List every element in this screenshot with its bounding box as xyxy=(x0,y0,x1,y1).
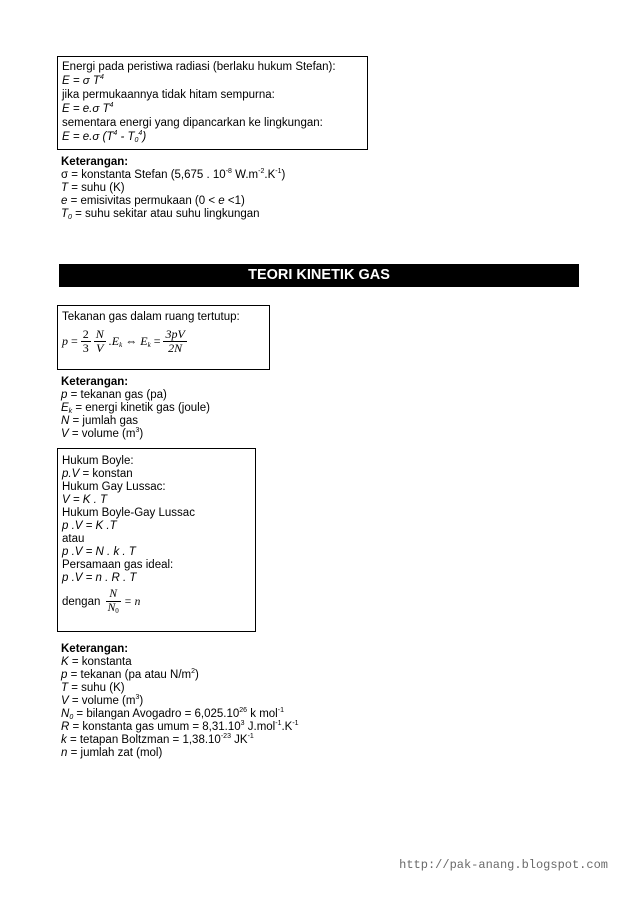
boyle-title: Hukum Boyle: xyxy=(62,455,134,467)
def-ambient-temperature: $T_0$ = suhu sekitar atau suhu lingkungan xyxy=(61,208,260,221)
def-temperature: T = suhu (K) xyxy=(61,682,125,694)
boyle-equation: p.V = konstan xyxy=(62,468,133,480)
gay-lussac-title: Hukum Gay Lussac: xyxy=(62,481,166,493)
keterangan-heading: Keterangan: xyxy=(61,643,129,655)
def-constant: K = konstanta xyxy=(61,656,132,668)
ideal-gas-title: Persamaan gas ideal: xyxy=(62,559,174,571)
def-gas-constant: R = konstanta gas umum = $8,31.10^3$ $J.mol^{-1}.K^{-1}$ xyxy=(61,720,299,733)
boltzmann-equation: p .V = N . k . T xyxy=(62,546,136,558)
gay-lussac-equation: V = K . T xyxy=(62,494,108,506)
def-pressure-unit: p = tekanan (pa atau $N/m^2$) xyxy=(61,668,199,681)
boyle-gay-lussac-title: Hukum Boyle-Gay Lussac xyxy=(62,507,195,519)
def-moles: n = jumlah zat (mol) xyxy=(61,747,163,759)
keterangan-pressure xyxy=(61,376,210,441)
def-volume: V = volume $(m^3)$ xyxy=(61,694,144,707)
footer-blog-link[interactable]: http://pak-anang.blogspot.com xyxy=(399,858,608,872)
keterangan-heading: Keterangan: xyxy=(61,376,129,388)
def-kinetic-energy: $E_k$ = energi kinetik gas (joule) xyxy=(61,402,210,415)
stefan-condition: jika permukaannya tidak hitam sempurna: xyxy=(62,89,275,101)
def-sigma: σ = konstanta Stefan (5,675 . $10^{-8}$ $W.m^{-2}.K^{-1}$) xyxy=(61,168,286,181)
keterangan-heading: Keterangan: xyxy=(61,156,129,168)
ideal-gas-equation: p .V = n . R . T xyxy=(62,572,137,584)
atau-label: atau xyxy=(62,533,85,545)
pressure-intro: Tekanan gas dalam ruang tertutup: xyxy=(62,311,240,323)
keterangan-stefan xyxy=(61,156,285,221)
def-gas-amount: N = jumlah gas xyxy=(61,415,139,427)
def-avogadro: $N_0$ = bilangan Avogadro = $6,025.10^{26}$ k mol$^{-1}$ xyxy=(61,707,284,721)
def-emissivity: e = emisivitas permukaan (0 < e <1) xyxy=(61,195,245,207)
def-boltzmann: k = tetapan Boltzman = $1,38.10^{-23}$ $JK^{-1}$ xyxy=(61,733,254,746)
pressure-equation: p = $\frac{2}{3}$ $\frac{N}{V}$ $.E_k$ ⇔ $E_k$ = $\frac{3pV}{2N}$ xyxy=(62,327,185,355)
mole-relation: dengan $\frac{N}{N_0}$ = n xyxy=(62,588,141,615)
section-banner: TEORI KINETIK GAS xyxy=(59,264,579,287)
def-temperature: T = suhu (K) xyxy=(61,182,125,194)
stefan-eq-3: E = e.σ $(T^4 - T_0^4)$ xyxy=(62,130,147,144)
def-pressure: p = tekanan gas (pa) xyxy=(61,389,167,401)
gas-laws-box xyxy=(57,448,256,632)
keterangan-gas-laws xyxy=(61,643,299,760)
stefan-eq-2: E = e.σ $T^4$ xyxy=(62,102,114,115)
stefan-intro: Energi pada peristiwa radiasi (berlaku hukum Stefan): xyxy=(62,61,336,73)
stefan-eq-1: E = σ $T^4$ xyxy=(62,74,104,87)
stefan-environment: sementara energi yang dipancarkan ke lingkungan: xyxy=(62,117,323,129)
boyle-gay-lussac-equation: p .V = K .T xyxy=(62,520,117,532)
stefan-formula-box xyxy=(57,56,368,150)
pressure-formula-box xyxy=(57,305,270,370)
def-volume: V = volume $(m^3)$ xyxy=(61,427,144,440)
